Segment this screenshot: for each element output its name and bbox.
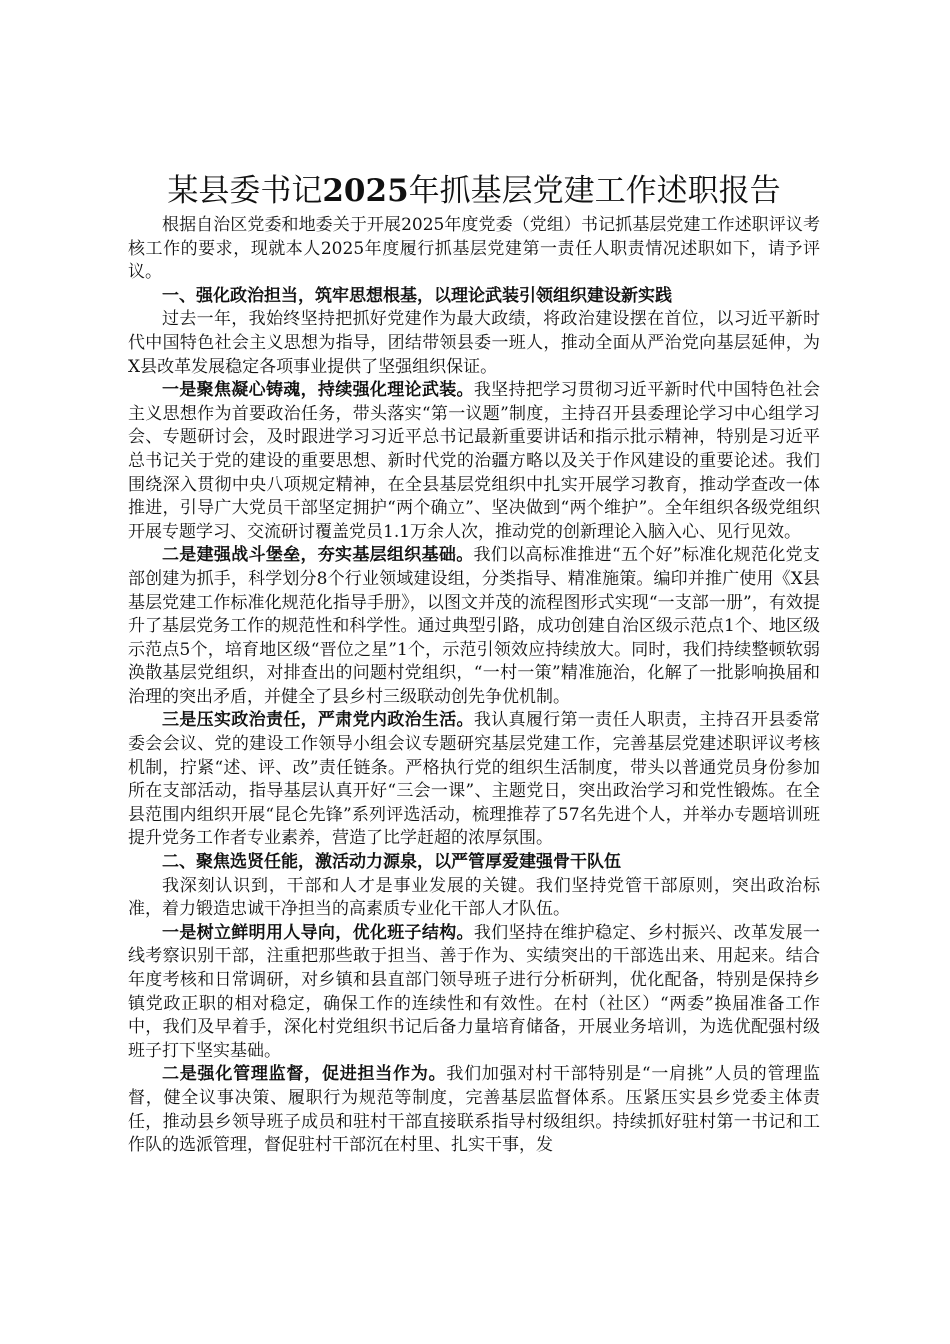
section-1-item-3-text: 我认真履行第一责任人职责，主持召开县委常委会会议、党的建设工作领导小组会议专题研究基层党建工作，完善基层党建述职评议考核机制，拧紧“述、评、改”责任链条。严格执行党的组织生活制度，带头以普通党员身份参加所在支部活动，指导基层认真开好“三会一课”、主题党日，突出政治学习和党性锻炼。在全县范围内组织开展“昆仑先锋”系列评选活动，梳理推荐了57名先进个人，并举办专题培训班提升党务工作者专业素养，营造了比学赶超的浓厚氛围。 [128,710,821,849]
section-1-paragraph: 过去一年，我始终坚持把抓好党建作为最大政绩，将政治建设摆在首位，以习近平新时代中国特色社会主义思想为指导，团结带领县委一班人，推动全面从严治党向基层延伸，为X县改革发展稳定各项事业提供了坚强组织保证。 [128,309,820,377]
section-2-item-1-lead: 一是树立鲜明用人导向，优化班子结构。 [162,922,474,943]
section-1-item-3 [128,709,820,851]
title-suffix: 年抓基层党建工作述职报告 [408,173,781,209]
document-title [128,172,820,210]
section-1-item-1-lead: 一是聚焦凝心铸魂，持续强化理论武装。 [162,380,474,401]
section-1-item-2 [128,544,820,709]
section-1-item-1-text: 我坚持把学习贯彻习近平新时代中国特色社会主义思想作为首要政治任务，带头落实“第一议题”制度，主持召开县委理论学习中心组学习会、专题研讨会，及时跟进学习习近平总书记最新重要讲话和指示批示精神，特别是习近平总书记关于党的建设的重要思想、新时代党的治疆方略以及关于作风建设的重要论述。我们围绕深入贯彻中央八项规定精神，在全县基层党组织中扎实开展学习教育，推动学查改一体推进，引导广大党员干部坚定拥护“两个确立”、坚决做到“两个维护”。全年组织各级党组织开展专题学习、交流研讨覆盖党员1.1万余人次，推动党的创新理论入脑入心、见行见效。 [128,380,821,542]
title-prefix: 某县委书记 [167,173,323,209]
section-1-item-2-lead: 二是建强战斗堡垒，夯实基层组织基础。 [162,545,474,566]
document-body [128,172,820,1158]
title-year: 2025 [322,173,409,209]
section-1-item-2-text: 我们以高标准推进“五个好”标准化规范化党支部创建为抓手，科学划分8个行业领域建设组，分类指导、精准施策。编印并推广使用《X县基层党建工作标准化规范化指导手册》，以图文并茂的流程图形式实现“一支部一册”，有效提升了基层党务工作的规范性和科学性。通过典型引路，成功创建自治区级示范点1个、地区级示范点5个，培育地区级“晋位之星”1个，示范引领效应持续放大。同时，我们持续整顿软弱涣散基层党组织，对排查出的问题村党组织，“一村一策”精准施治，化解了一批影响换届和治理的突出矛盾，并健全了县乡村三级联动创先争优机制。 [128,545,820,707]
section-2-item-2 [128,1063,820,1157]
intro-paragraph: 根据自治区党委和地委关于开展2025年度党委（党组）书记抓基层党建工作述职评议考核工作的要求，现就本人2025年度履行抓基层党建第一责任人职责情况述职如下，请予评议。 [128,215,820,283]
section-2-item-1-text: 我们坚持在维护稳定、乡村振兴、改革发展一线考察识别干部，注重把那些敢于担当、善于作为、实绩突出的干部选出来、用起来。结合年度考核和日常调研，对乡镇和县直部门领导班子进行分析研判，优化配备，特别是保持乡镇党政正职的相对稳定，确保工作的连续性和有效性。在村（社区）“两委”换届准备工作中，我们及早着手，深化村党组织书记后备力量培育储备，开展业务培训，为选优配强村级班子打下坚实基础。 [128,922,821,1061]
section-2-item-2-lead: 二是强化管理监督，促进担当作为。 [162,1064,447,1085]
section-1-item-3-lead: 三是压实政治责任，严肃党内政治生活。 [162,710,474,731]
section-1-heading: 一、强化政治担当，筑牢思想根基，以理论武装引领组织建设新实践 [162,285,672,306]
section-2-item-1 [128,922,820,1064]
section-2-paragraph: 我深刻认识到，干部和人才是事业发展的关键。我们坚持党管干部原则，突出政治标准，着力锻造忠诚干净担当的高素质专业化干部人才队伍。 [128,875,820,920]
section-2-item-2-text: 我们加强对村干部特别是“一肩挑”人员的管理监督，健全议事决策、履职行为规范等制度，完善基层监督体系。压紧压实县乡党委主体责任，推动县乡领导班子成员和驻村干部直接联系指导村级组织。持续抓好驻村第一书记和工作队的选派管理，督促驻村干部沉在村里、扎实干事，发 [128,1064,820,1156]
section-1-item-1 [128,379,820,544]
section-2-heading: 二、聚焦选贤任能，激活动力源泉，以严管厚爱建强骨干队伍 [162,852,621,873]
